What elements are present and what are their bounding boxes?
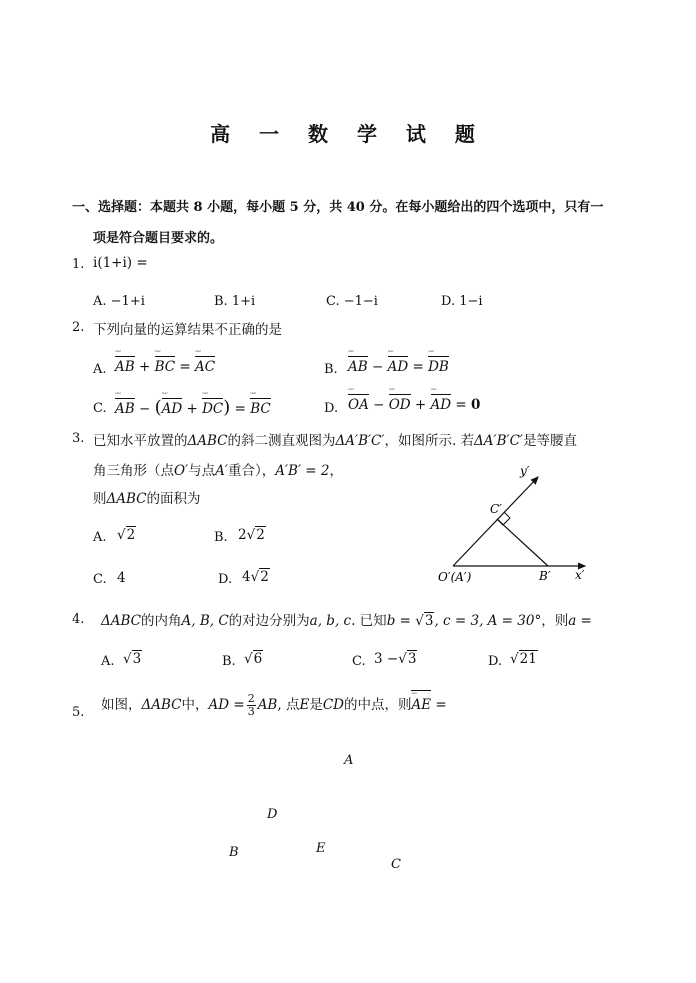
q4-option-a-value: √3	[123, 651, 142, 667]
q3-option-c-value: 4	[117, 570, 126, 586]
q4-stem: ΔABC的内角A, B, C的对边分别为a, b, c. 已知b = √3, c = 3, A = 30°，则a =	[101, 613, 592, 629]
q4-option-b-label: B.	[222, 654, 236, 669]
b-prime-label: B′	[539, 569, 551, 583]
q1-option-c: C. −1−i	[326, 294, 378, 309]
q4-option-c-value: 3 −√3	[374, 651, 417, 667]
q2-option-b-label: B.	[324, 362, 338, 377]
q1-number: 1.	[72, 257, 85, 272]
q1-option-d: D. 1−i	[441, 294, 483, 309]
q5-point-e: E	[316, 841, 326, 856]
q5-number: 5.	[72, 705, 85, 720]
q5-stem: 如图，ΔABC中，AD = $\frac{2}{3}$ AB, 点E是CD的中点，则AE ᵕᵕᵕ =	[101, 693, 447, 718]
page-title: 高 一 数 学 试 题	[210, 122, 486, 146]
q3-option-b-value: 2√2	[238, 527, 265, 543]
q2-option-d-label: D.	[324, 401, 339, 416]
q2-option-c-label: C.	[93, 401, 107, 416]
c-prime-label: C′	[490, 502, 502, 516]
q5-point-a: A	[344, 753, 354, 768]
origin-label: O′(A′)	[438, 570, 472, 584]
q4-option-a-label: A.	[101, 654, 115, 669]
q4-option-d-label: D.	[488, 654, 503, 669]
q3-option-a-label: A.	[93, 530, 107, 545]
q2-stem: 下列向量的运算结果不正确的是	[93, 322, 282, 338]
q1-option-a: A. −1+i	[93, 294, 145, 309]
q3-stem-line2: 角三角形（点O′与点A′重合），A′B′ = 2，	[93, 463, 344, 479]
q3-stem-line1: 已知水平放置的ΔABC的斜二测直观图为ΔA′B′C′，如图所示. 若ΔA′B′C′是等腰直	[93, 433, 577, 449]
q3-number: 3.	[72, 431, 85, 446]
q3-stem-line3: 则ΔABC的面积为	[93, 491, 201, 507]
x-axis-label: x′	[575, 568, 585, 582]
q4-number: 4.	[72, 612, 85, 627]
q3-option-d-value: 4√2	[242, 569, 269, 585]
q2-option-a-label: A.	[93, 362, 107, 377]
q1-option-b: B. 1+i	[214, 294, 256, 309]
q2-number: 2.	[72, 320, 85, 335]
q3-oblique-figure	[430, 455, 600, 590]
q4-option-c-label: C.	[352, 654, 366, 669]
q5-point-c: C	[391, 857, 401, 872]
segment-c-b	[497, 519, 548, 566]
q3-option-c-label: C.	[93, 572, 107, 587]
q4-option-b-value: √6	[244, 651, 263, 667]
q2-option-d-expr: OA ᵕᵕᵕ − OD ᵕᵕᵕ + AD ᵕᵕᵕ = 0	[348, 397, 480, 413]
q2-option-c-expr: AB ᵕᵕᵕ − (AD ᵕᵕᵕ + DC ᵕᵕᵕ) = BC ᵕᵕᵕ	[115, 397, 271, 418]
section-heading-line1: 一、选择题：本题共 8 小题，每小题 5 分，共 40 分。在每小题给出的四个选项中，只有一	[72, 200, 604, 215]
q5-point-d: D	[267, 807, 278, 822]
q2-option-a-expr: AB ᵕᵕᵕ + BC ᵕᵕᵕ = AC ᵕᵕᵕ	[115, 359, 215, 375]
y-prime-axis	[453, 477, 538, 566]
q4-option-d-value: √21	[510, 651, 537, 667]
q3-option-d-label: D.	[218, 572, 233, 587]
q1-stem: i(1+i) =	[93, 255, 148, 271]
q3-option-a-value: √2	[117, 527, 136, 543]
q2-option-b-expr: AB ᵕᵕᵕ − AD ᵕᵕᵕ = DB ᵕᵕᵕ	[348, 359, 449, 375]
q3-option-b-label: B.	[214, 530, 228, 545]
section-heading-line2: 项是符合题目要求的。	[93, 231, 224, 246]
q5-point-b: B	[229, 845, 239, 860]
y-axis-label: y′	[520, 464, 530, 478]
